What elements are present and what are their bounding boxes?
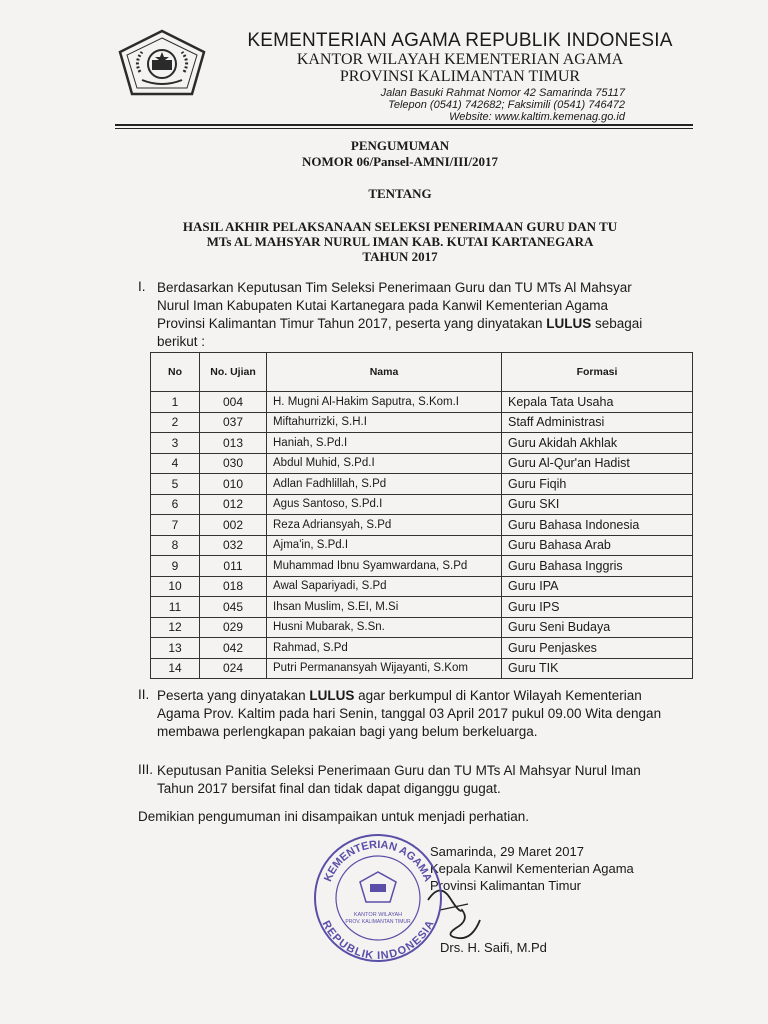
signature-name: Drs. H. Saifi, M.Pd — [440, 940, 547, 955]
table-row — [151, 433, 693, 454]
announcement-subject-line2: MTs AL MAHSYAR NURUL IMAN KAB. KUTAI KARTANEGARA — [206, 234, 594, 249]
cell-exam-no: 024 — [200, 658, 267, 679]
section1-line3-pre: Provinsi Kalimantan Timur Tahun 2017, peserta yang dinyatakan — [157, 316, 547, 331]
table-row — [151, 556, 693, 577]
table-row — [151, 535, 693, 556]
announcement-title: PENGUMUMAN — [350, 138, 450, 153]
signature-position: Kepala Kanwil Kementerian Agama — [430, 861, 634, 876]
cell-name: Husni Mubarak, S.Sn. — [267, 617, 502, 638]
stamp-center-line1: KANTOR WILAYAH — [353, 912, 403, 918]
section2-line3: membawa perlengkapan pakaian bagi yang belum berkeluarga. — [157, 724, 538, 739]
stamp-center-line2: PROV. KALIMANTAN TIMUR — [345, 919, 411, 925]
results-table-body — [151, 392, 693, 679]
cell-formation: Guru Bahasa Inggris — [502, 556, 693, 577]
cell-exam-no: 002 — [200, 515, 267, 536]
cell-name: Rahmad, S.Pd — [267, 638, 502, 659]
cell-exam-no: 030 — [200, 453, 267, 474]
cell-exam-no: 011 — [200, 556, 267, 577]
letterhead-ministry: KEMENTERIAN AGAMA REPUBLIK INDONESIA — [247, 30, 673, 51]
cell-formation: Guru Penjaskes — [502, 638, 693, 659]
cell-formation: Guru Bahasa Arab — [502, 535, 693, 556]
section3-text — [157, 762, 641, 798]
letterhead-website: Website: www.kaltim.kemenag.go.id — [449, 111, 625, 123]
cell-exam-no: 012 — [200, 494, 267, 515]
section2-line1 — [157, 687, 661, 705]
table-row — [151, 576, 693, 597]
section1-line3-post: sebagai — [591, 316, 643, 331]
cell-formation: Guru IPA — [502, 576, 693, 597]
section2-text — [157, 687, 661, 741]
section2-lulus: LULUS — [309, 688, 355, 703]
cell-exam-no: 013 — [200, 433, 267, 454]
table-header-row — [151, 353, 693, 392]
cell-name: Agus Santoso, S.Pd.I — [267, 494, 502, 515]
cell-no: 1 — [151, 392, 200, 413]
cell-formation: Guru Seni Budaya — [502, 617, 693, 638]
svg-text:KEMENTERIAN AGAMA — [322, 839, 434, 884]
header-exam-no: No. Ujian — [200, 353, 267, 392]
table-row — [151, 515, 693, 536]
cell-no: 9 — [151, 556, 200, 577]
letterhead-address: Jalan Basuki Rahmat Nomor 42 Samarinda 75117 — [380, 87, 625, 99]
cell-formation: Guru IPS — [502, 597, 693, 618]
table-row — [151, 453, 693, 474]
cell-no: 8 — [151, 535, 200, 556]
letterhead-office: KANTOR WILAYAH KEMENTERIAN AGAMA — [296, 51, 624, 68]
cell-no: 2 — [151, 412, 200, 433]
cell-formation: Guru Al-Qur'an Hadist — [502, 453, 693, 474]
cell-no: 12 — [151, 617, 200, 638]
cell-formation: Guru Akidah Akhlak — [502, 433, 693, 454]
signature-province: Provinsi Kalimantan Timur — [430, 878, 581, 893]
cell-formation: Guru Fiqih — [502, 474, 693, 495]
kemenag-emblem-icon — [112, 28, 212, 98]
cell-no: 7 — [151, 515, 200, 536]
table-row — [151, 392, 693, 413]
section1-number: I. — [138, 279, 146, 294]
stamp-top-text: KEMENTERIAN AGAMA — [322, 838, 434, 884]
announcement-subject-line3: TAHUN 2017 — [362, 249, 438, 264]
section2-line1-pre: Peserta yang dinyatakan — [157, 688, 310, 703]
section2-number: II. — [138, 687, 150, 702]
table-row — [151, 412, 693, 433]
section1-line2: Nurul Iman Kabupaten Kutai Kartanegara pada Kanwil Kementerian Agama — [157, 298, 609, 313]
announcement-number: NOMOR 06/Pansel-AMNI/III/2017 — [301, 154, 499, 169]
cell-name: Putri Permanansyah Wijayanti, S.Kom — [267, 658, 502, 679]
announcement-about: TENTANG — [368, 186, 432, 201]
cell-formation: Guru TIK — [502, 658, 693, 679]
cell-exam-no: 004 — [200, 392, 267, 413]
cell-exam-no: 045 — [200, 597, 267, 618]
announcement-subject-line1: HASIL AKHIR PELAKSANAAN SELEKSI PENERIMAAN GURU DAN TU — [182, 219, 618, 234]
table-row — [151, 638, 693, 659]
cell-exam-no: 029 — [200, 617, 267, 638]
header-formation: Formasi — [502, 353, 693, 392]
official-stamp-icon — [312, 832, 444, 964]
closing-text: Demikian pengumuman ini disampaikan untuk menjadi perhatian. — [138, 809, 529, 824]
cell-name: Muhammad Ibnu Syamwardana, S.Pd — [267, 556, 502, 577]
table-row — [151, 494, 693, 515]
section2-line2: Agama Prov. Kaltim pada hari Senin, tanggal 03 April 2017 pukul 09.00 Wita dengan — [157, 706, 662, 721]
table-row — [151, 658, 693, 679]
cell-no: 4 — [151, 453, 200, 474]
results-table — [150, 352, 693, 679]
table-row — [151, 597, 693, 618]
stamp-bottom-text: REPUBLIK INDONESIA — [319, 918, 437, 963]
cell-no: 3 — [151, 433, 200, 454]
section1-line1: Berdasarkan Keputusan Tim Seleksi Penerimaan Guru dan TU MTs Al Mahsyar — [157, 280, 632, 295]
cell-name: Miftahurrizki, S.H.I — [267, 412, 502, 433]
signature-place-date: Samarinda, 29 Maret 2017 — [430, 844, 584, 859]
section1-line4: berikut : — [157, 334, 206, 349]
cell-name: Awal Sapariyadi, S.Pd — [267, 576, 502, 597]
letterhead-phone: Telepon (0541) 742682; Faksimili (0541) 746472 — [388, 99, 625, 111]
section1-line3 — [157, 315, 642, 333]
cell-exam-no: 037 — [200, 412, 267, 433]
letterhead-rule — [115, 124, 693, 126]
cell-exam-no: 032 — [200, 535, 267, 556]
cell-no: 10 — [151, 576, 200, 597]
cell-name: Ihsan Muslim, S.EI, M.Si — [267, 597, 502, 618]
cell-name: Ajma'in, S.Pd.I — [267, 535, 502, 556]
cell-name: Reza Adriansyah, S.Pd — [267, 515, 502, 536]
section3-number: III. — [138, 762, 154, 777]
cell-no: 14 — [151, 658, 200, 679]
cell-formation: Guru SKI — [502, 494, 693, 515]
cell-name: Adlan Fadhlillah, S.Pd — [267, 474, 502, 495]
cell-no: 5 — [151, 474, 200, 495]
cell-name: H. Mugni Al-Hakim Saputra, S.Kom.I — [267, 392, 502, 413]
table-row — [151, 474, 693, 495]
cell-formation: Guru Bahasa Indonesia — [502, 515, 693, 536]
cell-formation: Staff Administrasi — [502, 412, 693, 433]
header-no: No — [151, 353, 200, 392]
cell-no: 11 — [151, 597, 200, 618]
section1-text — [157, 279, 642, 351]
cell-exam-no: 018 — [200, 576, 267, 597]
cell-exam-no: 010 — [200, 474, 267, 495]
letterhead-rule-thin — [115, 128, 693, 129]
letterhead-province: PROVINSI KALIMANTAN TIMUR — [339, 68, 581, 85]
cell-name: Haniah, S.Pd.I — [267, 433, 502, 454]
table-row — [151, 617, 693, 638]
cell-no: 6 — [151, 494, 200, 515]
header-name: Nama — [267, 353, 502, 392]
cell-name: Abdul Muhid, S.Pd.I — [267, 453, 502, 474]
cell-formation: Kepala Tata Usaha — [502, 392, 693, 413]
section1-lulus: LULUS — [546, 316, 592, 331]
section3-line1: Keputusan Panitia Seleksi Penerimaan Guru dan TU MTs Al Mahsyar Nurul Iman — [157, 763, 641, 778]
section3-line2: Tahun 2017 bersifat final dan tidak dapat diganggu gugat. — [157, 781, 501, 796]
section2-line1-post: agar berkumpul di Kantor Wilayah Kementerian — [354, 688, 642, 703]
cell-exam-no: 042 — [200, 638, 267, 659]
cell-no: 13 — [151, 638, 200, 659]
